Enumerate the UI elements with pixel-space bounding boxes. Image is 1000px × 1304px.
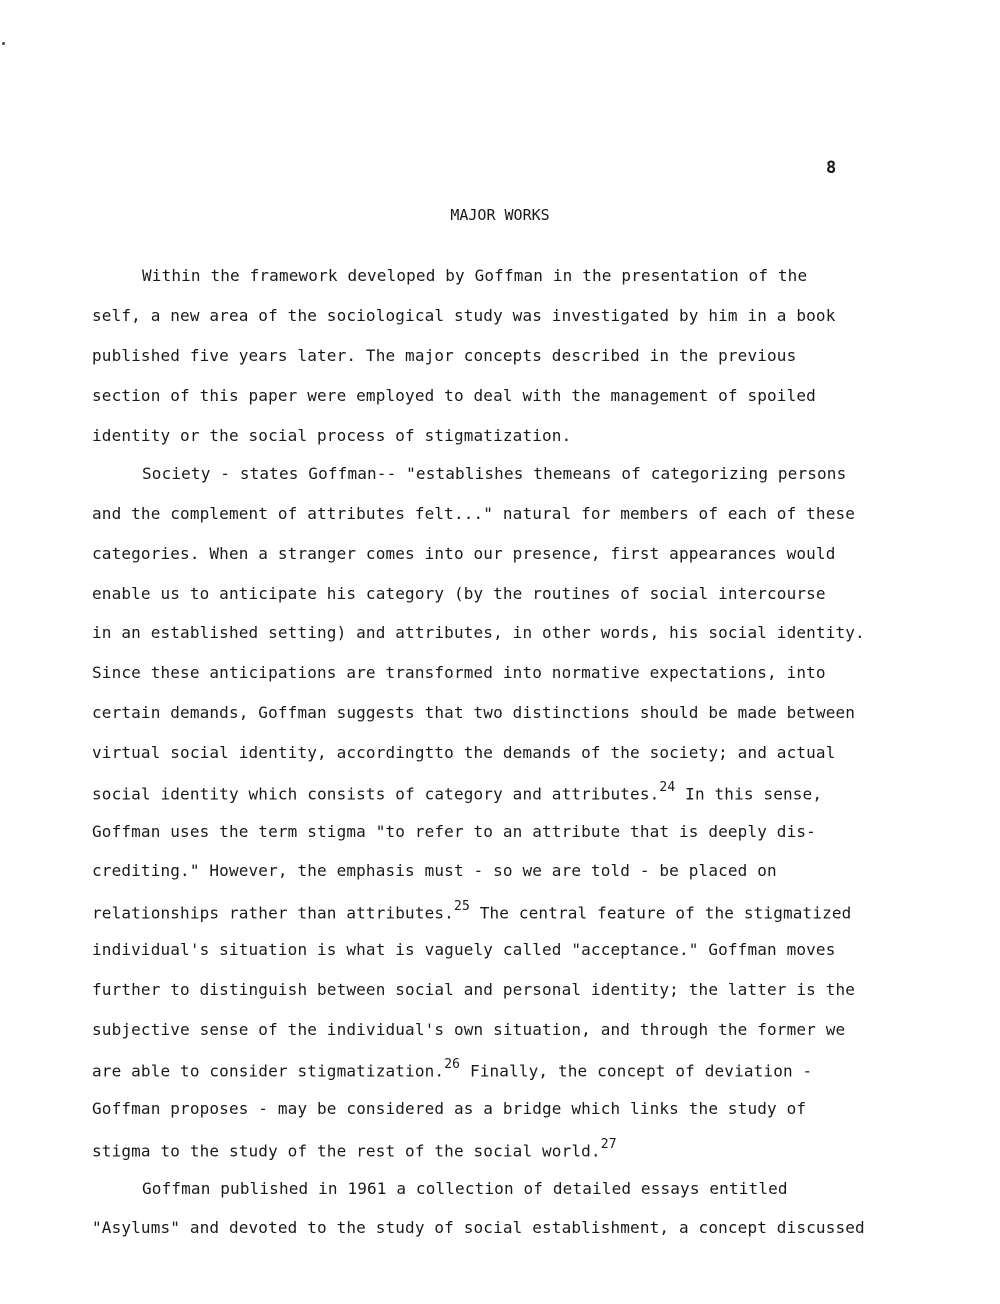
text-line [92,901,851,922]
text-line [92,782,822,803]
text-line: in an established setting) and attributes, in other words, his social identity. [92,623,865,642]
text-line: published five years later. The major concepts described in the previous [92,346,797,365]
text-span: are able to consider stigmatization. [92,1061,445,1081]
scan-speck [2,42,5,45]
text-line: self, a new area of the sociological study was investigated by him in a book [92,306,836,325]
footnote-ref-24: 24 [659,780,676,795]
text-line: categories. When a stranger comes into our presence, first appearances would [92,544,836,563]
text-line: identity or the social process of stigmatization. [92,426,572,445]
text-span: social identity which consists of category and attributes. [92,784,660,804]
text-span: relationships rather than attributes. [92,903,454,923]
text-span: stigma to the study of the rest of the social world. [92,1141,601,1161]
text-line: enable us to anticipate his category (by the routines of social intercourse [92,584,826,603]
text-line: virtual social identity, accordingtto the demands of the society; and actual [92,743,836,762]
footnote-ref-25: 25 [453,899,470,914]
text-line: and the complement of attributes felt..." natural for members of each of these [92,504,856,523]
text-span: Finally, the concept of deviation - [460,1061,813,1081]
section-heading: MAJOR WORKS [450,206,550,224]
text-line: Goffman proposes - may be considered as a bridge which links the study of [92,1099,807,1118]
text-line: certain demands, Goffman suggests that two distinctions should be made between [92,703,856,722]
footnote-ref-27: 27 [600,1137,617,1152]
text-line: crediting." However, the emphasis must - so we are told - be placed on [92,861,777,880]
text-span: The central feature of the stigmatized [469,903,852,923]
text-line: section of this paper were employed to deal with the management of spoiled [92,386,816,405]
text-line [92,1059,812,1080]
text-line: Within the framework developed by Goffman in the presentation of the [142,266,808,285]
text-line: Goffman uses the term stigma "to refer to an attribute that is deeply dis- [92,822,816,841]
text-line: individual's situation is what is vaguely called "acceptance." Goffman moves [92,940,836,959]
text-line: subjective sense of the individual's own situation, and through the former we [92,1020,846,1039]
text-line: further to distinguish between social and personal identity; the latter is the [92,980,856,999]
text-line: Since these anticipations are transformed into normative expectations, into [92,663,826,682]
text-line: Goffman published in 1961 a collection of detailed essays entitled [142,1179,788,1198]
text-line: "Asylums" and devoted to the study of social establishment, a concept discussed [92,1218,865,1237]
text-span: In this sense, [675,784,823,804]
text-line: Society - states Goffman-- "establishes themeans of categorizing persons [142,464,847,483]
footnote-ref-26: 26 [444,1057,461,1072]
text-line [92,1139,617,1160]
page-number: 8 [826,158,837,178]
